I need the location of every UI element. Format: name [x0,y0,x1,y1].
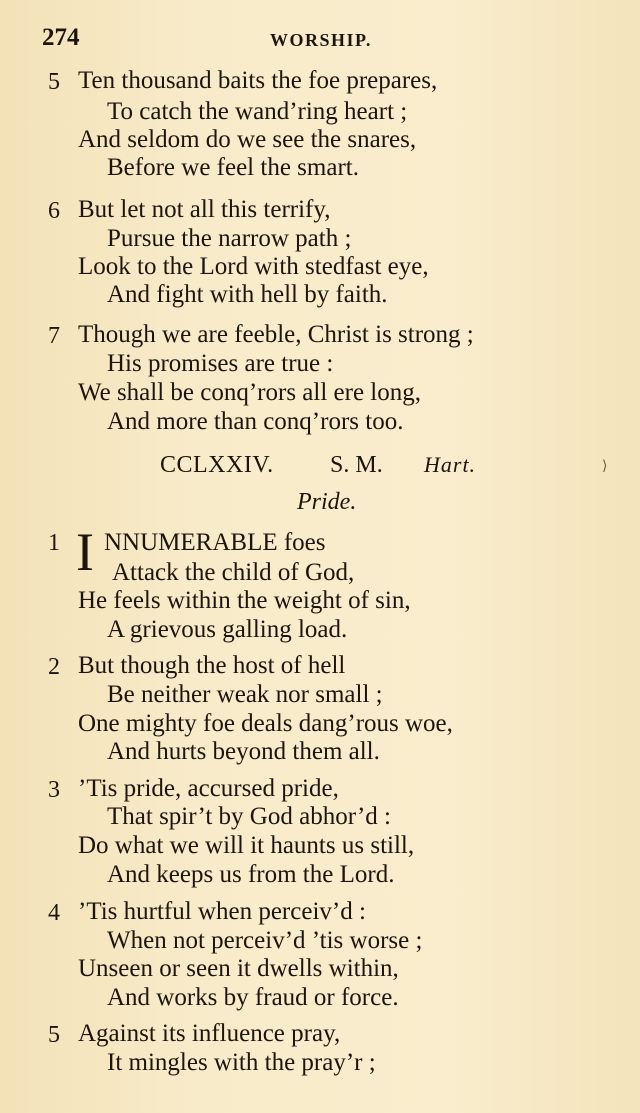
verse-line: Attack the child of God, [112,559,355,586]
verse-line: He feels within the weight of sin, [78,587,411,614]
verse-line: Pursue the narrow path ; [107,225,352,252]
verse-line: Do what we will it haunts us still, [78,832,415,859]
verse-line: And fight with hell by faith. [107,281,388,308]
verse-line: Look to the Lord with stedfast eye, [78,253,429,280]
hymn-meter: S. M. [330,452,383,478]
verse-line: One mighty foe deals dang’rous woe, [78,710,453,737]
hymn-subject: Pride. [297,489,357,515]
verse-line: ’Tis hurtful when perceiv’d : [78,898,366,925]
verse-line: His promises are true : [107,350,334,377]
page-number: 274 [42,24,80,51]
verse-line: ’Tis pride, accursed pride, [78,775,339,802]
verse-line: We shall be conq’rors all ere long, [78,379,422,406]
verse-line: Ten thousand baits the foe prepares, [78,67,438,94]
verse-line: A grievous galling load. [107,616,348,643]
stanza-number: 5 [48,69,60,95]
stanza-number: 4 [48,900,60,926]
stanza-number: 1 [48,530,60,556]
stanza-number: 3 [48,777,60,803]
verse-line: And works by fraud or force. [107,984,399,1011]
verse-line: But though the host of hell [78,652,346,679]
hymn-number: CCLXXIV. [160,452,274,478]
stanza-number: 7 [48,323,60,349]
stanza-number: 6 [48,198,60,224]
verse-line: When not perceiv’d ’tis worse ; [107,927,423,954]
verse-line: But let not all this terrify, [78,196,331,223]
verse-line: And hurts beyond them all. [107,738,380,765]
verse-line: Before we feel the smart. [107,154,359,181]
verse-line: Unseen or seen it dwells within, [78,955,399,982]
running-head: WORSHIP. [270,30,372,50]
verse-line: Though we are feeble, Christ is strong ; [78,321,474,348]
hymn-heading [0,452,640,482]
margin-mark: ⟩ [602,459,608,474]
verse-line: Against its influence pray, [78,1020,341,1047]
verse-line: Be neither weak nor small ; [107,681,383,708]
hymn-author: Hart. [424,452,477,477]
stanza-number: 5 [48,1022,60,1048]
verse-line: And keeps us from the Lord. [107,861,395,888]
verse-line: NNUMERABLE foes [104,529,326,556]
page-header [0,24,640,58]
verse-line: And seldom do we see the snares, [78,126,417,153]
verse-line: That spir’t by God abhor’d : [107,803,391,830]
verse-line: It mingles with the pray’r ; [107,1049,376,1076]
verse-line: And more than conq’rors too. [107,408,404,435]
drop-cap: I [76,522,94,582]
stanza-number: 2 [48,654,60,680]
verse-line: To catch the wand’ring heart ; [107,98,408,125]
